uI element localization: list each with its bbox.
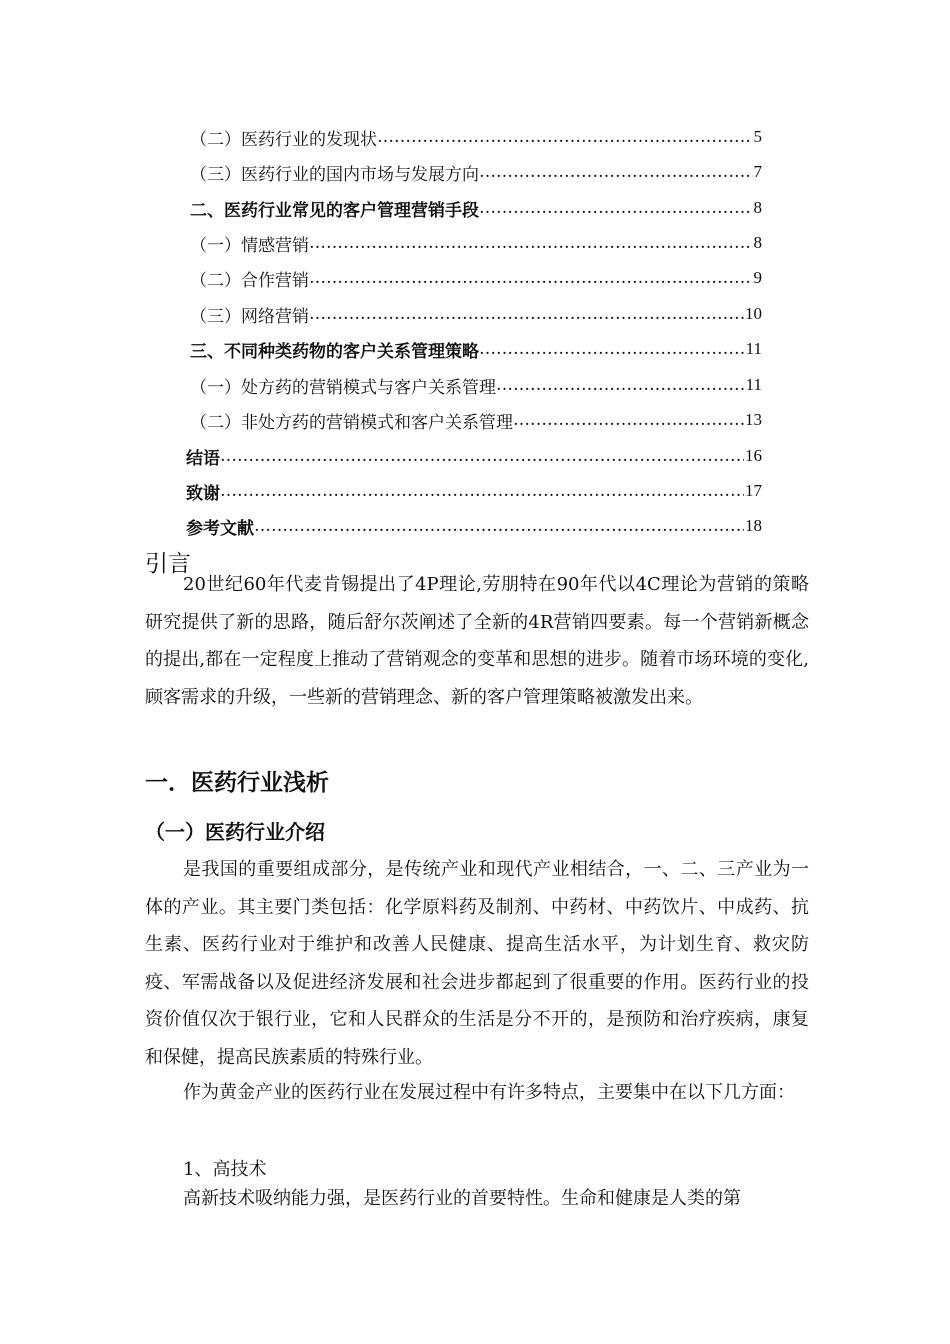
toc-entry-page: 5 (753, 127, 762, 146)
intro-paragraph: 20世纪60年代麦肯锡提出了4P理论,劳朋特在90年代以4C理论为营销的策略研究提供了新的思路，随后舒尔茨阐述了全新的4R营销四要素。每一个营销新概念的提出,都在一定程度上推动了营销观念的变革和思想的进步。随着市场环境的变化,顾客需求的升级，一些新的营销理念、新的客户管理策略被激发出来。 (145, 574, 809, 708)
toc-entry-title: （二）合作营销 (190, 270, 309, 291)
toc-leader-dots (220, 481, 744, 501)
toc-entry-page: 16 (745, 446, 762, 465)
toc-entry[interactable] (190, 122, 762, 152)
toc-entry-title: 二、医药行业常见的客户管理营销手段 (190, 200, 479, 221)
toc-entry[interactable] (186, 476, 762, 506)
toc-entry[interactable] (190, 334, 762, 364)
toc-entry[interactable] (186, 441, 762, 471)
toc-entry[interactable] (190, 263, 762, 293)
toc-entry-page: 11 (745, 339, 762, 358)
toc-leader-dots (479, 162, 753, 182)
toc-leader-dots (513, 410, 744, 430)
toc-entry-page: 17 (745, 481, 762, 500)
toc-entry-page: 9 (753, 268, 762, 287)
toc-entry-title: 三、不同种类药物的客户关系管理策略 (190, 341, 479, 362)
toc-entry[interactable] (186, 511, 762, 541)
toc-leader-dots (479, 198, 753, 218)
body-paragraph: 高新技术吸纳能力强，是医药行业的首要特性。生命和健康是人类的第 (183, 1188, 741, 1209)
toc-leader-dots (254, 516, 744, 536)
toc-entry-title: （二）非处方药的营销模式和客户关系管理 (190, 412, 513, 433)
toc-entry[interactable] (190, 193, 762, 223)
toc-entry-title: 结语 (186, 448, 220, 469)
toc-leader-dots (309, 304, 744, 324)
toc-leader-dots (220, 446, 744, 466)
toc-entry-page: 8 (753, 233, 762, 252)
toc-entry-title: （二）医药行业的发现状 (190, 129, 377, 150)
toc-leader-dots (479, 339, 745, 359)
list-item-heading: 1、高技术 (183, 1159, 267, 1180)
toc-leader-dots (496, 375, 745, 395)
toc-entry-title: （三）医药行业的国内市场与发展方向 (190, 164, 479, 185)
toc-entry-title: （三）网络营销 (190, 306, 309, 327)
toc-entry-page: 10 (745, 304, 762, 323)
toc-entry[interactable] (190, 157, 762, 187)
toc-entry-page: 18 (745, 516, 762, 535)
body-paragraph: 是我国的重要组成部分，是传统产业和现代产业相结合，一、二、三产业为一体的产业。其主要门类包括：化学原料药及制剂、中药材、中药饮片、中成药、抗生素、医药行业对于维护和改善人民健康、提高生活水平，为计划生育、救灾防疫、军需战备以及促进经济发展和社会进步都起到了很重要的作用。医药行业的投资价值仅次于银行业，它和人民群众的生活是分不开的，是预防和治疗疾病，康复和保健，提高民族素质的特殊行业。 (145, 859, 809, 1068)
toc-entry[interactable] (190, 405, 762, 435)
subsection-heading: （一）医药行业介绍 (145, 820, 325, 844)
toc-entry-title: （一）处方药的营销模式与客户关系管理 (190, 377, 496, 398)
toc-entry-title: （一）情感营销 (190, 235, 309, 256)
intro-heading: 引言 (145, 551, 191, 577)
toc-entry-title: 致谢 (186, 483, 220, 504)
toc-leader-dots (309, 233, 753, 253)
toc-entry-page: 13 (745, 410, 762, 429)
toc-leader-dots (309, 268, 753, 288)
toc-entry-page: 8 (753, 198, 762, 217)
toc-entry[interactable] (190, 299, 762, 329)
toc-entry-page: 7 (753, 162, 762, 181)
toc-entry[interactable] (190, 228, 762, 258)
toc-entry-page: 11 (745, 375, 762, 394)
toc-entry-title: 参考文献 (186, 518, 254, 539)
body-paragraph: 作为黄金产业的医药行业在发展过程中有许多特点，主要集中在以下几方面： (183, 1082, 795, 1103)
toc-leader-dots (377, 127, 753, 147)
toc-entry[interactable] (190, 370, 762, 400)
section-heading: 一．医药行业浅析 (145, 770, 329, 796)
